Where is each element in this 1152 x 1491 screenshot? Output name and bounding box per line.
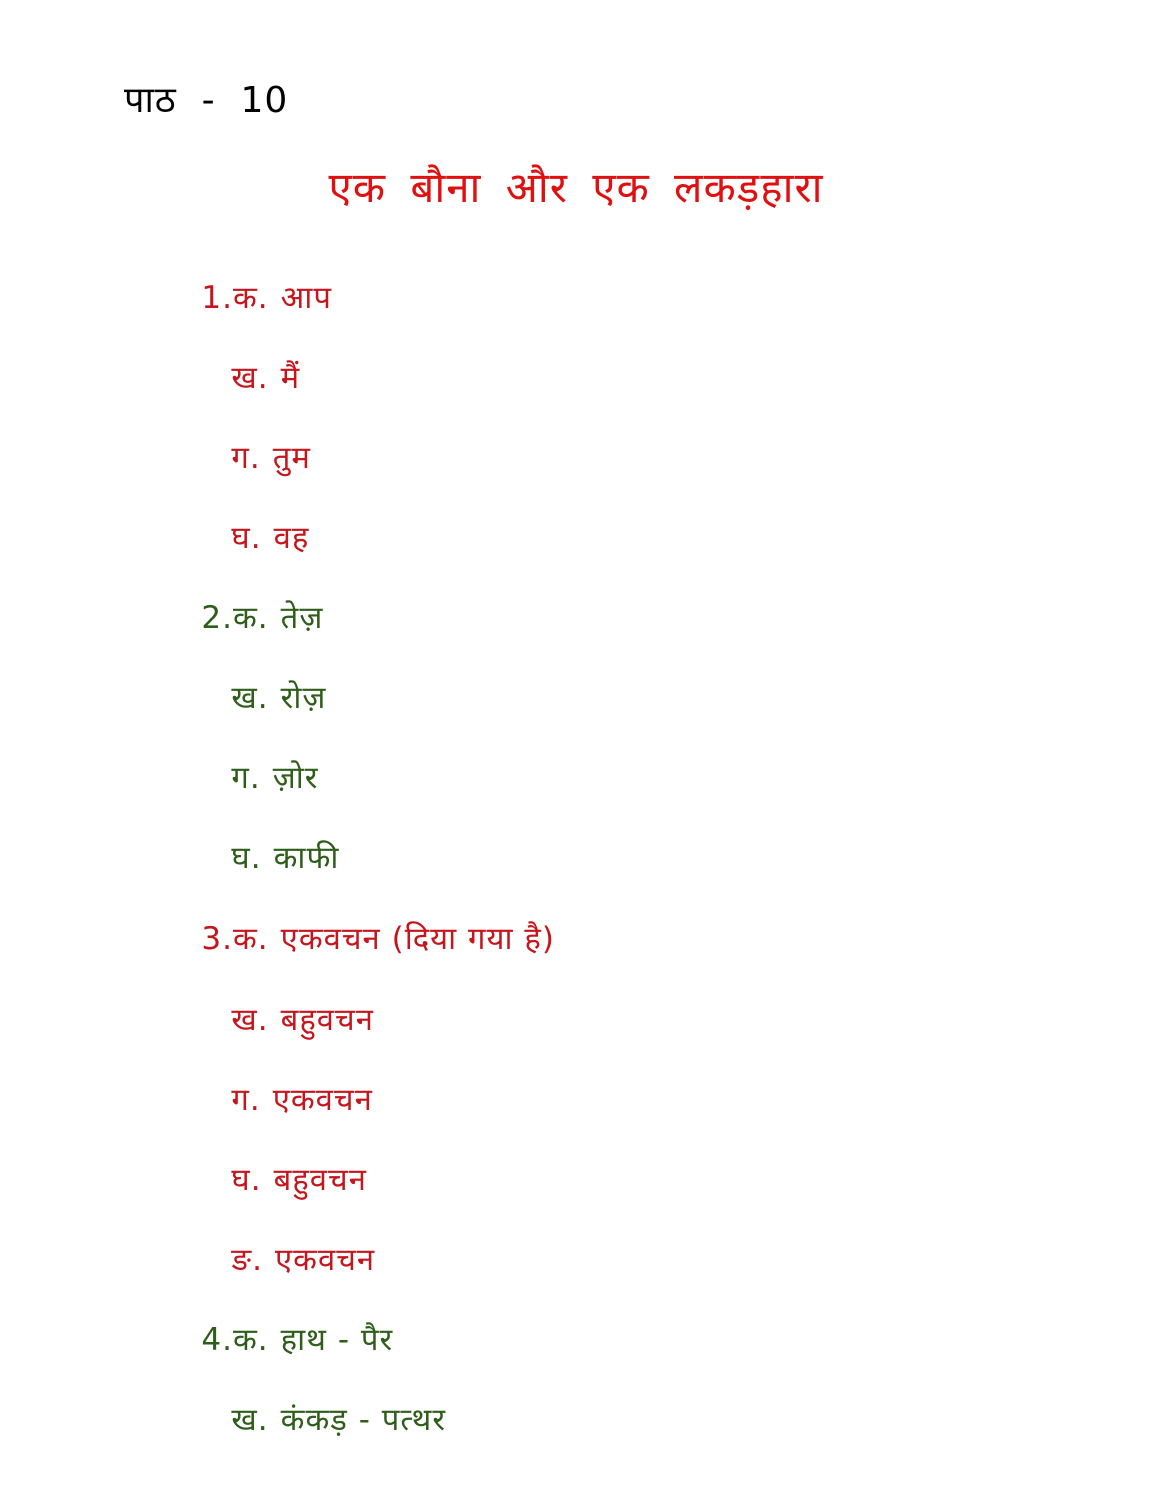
- answer-text: काफी: [273, 840, 340, 876]
- answer-label: ङ.: [231, 1242, 264, 1278]
- answer-item: [188, 812, 339, 905]
- answer-text: एकवचन: [275, 1242, 376, 1278]
- answer-text: तेज़: [280, 600, 324, 636]
- answer-text: रोज़: [280, 680, 327, 716]
- answer-text: एकवचन: [272, 1082, 373, 1118]
- answer-label: ग.: [231, 760, 261, 796]
- answer-text: तुम: [272, 440, 311, 476]
- answer-label: ख.: [231, 680, 269, 716]
- answer-item: [188, 1374, 446, 1467]
- answer-label: 3.क.: [201, 921, 269, 957]
- answer-item: [158, 893, 555, 986]
- answer-label: 2.क.: [201, 600, 269, 636]
- answer-text: हाथ - पैर: [280, 1322, 394, 1358]
- answer-label: घ.: [231, 1162, 262, 1198]
- answer-text: कंकड़ - पत्थर: [280, 1402, 447, 1438]
- answer-label: घ.: [231, 840, 262, 876]
- answer-label: 4.क.: [201, 1322, 269, 1358]
- answer-text: बहुवचन: [280, 1002, 374, 1038]
- answer-text: वह: [273, 520, 310, 556]
- answer-label: ख.: [231, 1002, 269, 1038]
- answer-text: आप: [280, 280, 332, 316]
- answer-text: एकवचन (दिया गया है): [280, 921, 555, 957]
- lesson-number: पाठ - 10: [124, 80, 289, 121]
- answer-label: 1.क.: [201, 280, 269, 316]
- answer-label: ख.: [231, 1402, 269, 1438]
- answer-text: ज़ोर: [272, 760, 319, 796]
- answer-label: घ.: [231, 520, 262, 556]
- answer-text: बहुवचन: [273, 1162, 367, 1198]
- title-text: एक बौना और एक लकड़हारा: [328, 163, 824, 212]
- answer-label: ग.: [231, 1082, 261, 1118]
- answer-label: ग.: [231, 440, 261, 476]
- answer-text: मैं: [280, 360, 301, 396]
- answer-label: ख.: [231, 360, 269, 396]
